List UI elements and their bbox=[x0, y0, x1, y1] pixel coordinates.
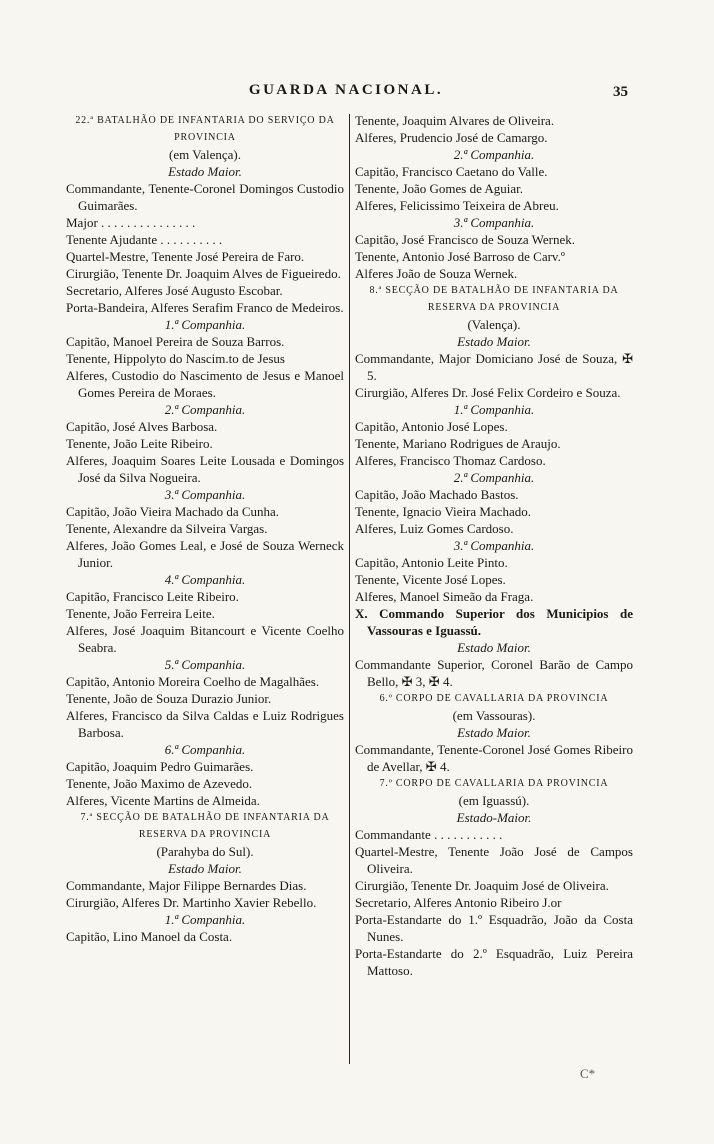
roster-entry: Tenente, Mariano Rodrigues de Araujo. bbox=[355, 436, 561, 451]
roster-entry: Tenente, Hippolyto do Nascim.to de Jesus bbox=[66, 351, 285, 366]
subsection-heading: 4.ª Companhia. bbox=[164, 572, 246, 587]
roster-entry: Alferes, João Gomes Leal, e José de Souza Werneck Junior. bbox=[66, 538, 344, 570]
subsection-heading: Estado Maior. bbox=[168, 861, 242, 876]
section-heading: 8.ª SECÇÃO DE BATALHÃO DE INFANTARIA DA RESERVA DA PROVINCIA bbox=[369, 285, 619, 313]
roster-entry: Tenente, João Gomes de Aguiar. bbox=[355, 181, 524, 196]
roster-entry: Capitão, Antonio José Lopes. bbox=[355, 419, 508, 434]
roster-entry: Cirurgião, Alferes Dr. José Felix Cordeiro e Souza. bbox=[355, 385, 621, 400]
subsection-heading: 5.ª Companhia. bbox=[164, 657, 246, 672]
subsection-heading: 3.ª Companhia. bbox=[453, 538, 535, 553]
roster-entry: Cirurgião, Tenente Dr. Joaquim Alves de Figueiredo. bbox=[66, 266, 341, 281]
roster-entry: Commandante Superior, Coronel Barão de Campo Bello, ✠ 3, ✠ 4. bbox=[355, 657, 633, 689]
location-subtitle: (Valença). bbox=[467, 317, 521, 332]
roster-entry: Tenente, Ignacio Vieira Machado. bbox=[355, 504, 532, 519]
column-divider bbox=[349, 114, 350, 1064]
roster-entry: Cirurgião, Tenente Dr. Joaquim José de Oliveira. bbox=[355, 878, 609, 893]
roster-entry: Commandante, Tenente-Coronel Domingos Custodio Guimarães. bbox=[66, 181, 344, 213]
roster-entry: Alferes, Joaquim Soares Leite Lousada e Domingos José da Silva Nogueira. bbox=[66, 453, 344, 485]
running-head: GUARDA NACIONAL. bbox=[248, 82, 444, 98]
subsection-heading: 1.ª Companhia. bbox=[453, 402, 535, 417]
subsection-heading: 2.ª Companhia. bbox=[453, 147, 535, 162]
left-column bbox=[66, 112, 344, 1080]
roster-entry: Capitão, Manoel Pereira de Souza Barros. bbox=[66, 334, 285, 349]
roster-entry: Capitão, Antonio Moreira Coelho de Magalhães. bbox=[66, 674, 320, 689]
subsection-heading: Estado Maior. bbox=[168, 164, 242, 179]
subsection-heading: 6.ª Companhia. bbox=[164, 742, 246, 757]
roster-entry: Capitão, Antonio Leite Pinto. bbox=[355, 555, 508, 570]
location-subtitle: (Parahyba do Sul). bbox=[156, 844, 254, 859]
roster-entry: Alferes, Francisco Thomaz Cardoso. bbox=[355, 453, 546, 468]
subsection-heading: Estado Maior. bbox=[457, 725, 531, 740]
subsection-heading: Estado Maior. bbox=[457, 334, 531, 349]
roster-entry: Tenente, Alexandre da Silveira Vargas. bbox=[66, 521, 268, 536]
roster-entry: Tenente Ajudante . . . . . . . . . . bbox=[66, 232, 223, 247]
roster-entry: Capitão, José Alves Barbosa. bbox=[66, 419, 218, 434]
signature-mark: C* bbox=[580, 1066, 596, 1081]
roster-entry: Porta-Estandarte do 2.º Esquadrão, Luiz Pereira Mattoso. bbox=[355, 946, 633, 978]
roster-entry: Alferes, Prudencio José de Camargo. bbox=[355, 130, 548, 145]
roster-entry: Alferes, Manoel Simeão da Fraga. bbox=[355, 589, 534, 604]
roster-entry: Tenente, Antonio José Barroso de Carv.º bbox=[355, 249, 565, 264]
roster-entry: Secretario, Alferes Antonio Ribeiro J.or bbox=[355, 895, 562, 910]
roster-entry: Alferes, Luiz Gomes Cardoso. bbox=[355, 521, 514, 536]
section-heading: 7.º CORPO DE CAVALLARIA DA PROVINCIA bbox=[379, 778, 609, 789]
roster-entry: Capitão, Lino Manoel da Costa. bbox=[66, 929, 233, 944]
roster-entry: Porta-Estandarte do 1.º Esquadrão, João da Costa Nunes. bbox=[355, 912, 633, 944]
roster-entry: Alferes, Felicissimo Teixeira de Abreu. bbox=[355, 198, 559, 213]
roster-entry: Capitão, João Vieira Machado da Cunha. bbox=[66, 504, 280, 519]
location-subtitle: (em Vassouras). bbox=[452, 708, 536, 723]
location-subtitle: (em Valença). bbox=[169, 147, 241, 162]
page-number: 35 bbox=[613, 84, 628, 100]
subsection-heading: 2.ª Companhia. bbox=[164, 402, 246, 417]
subsection-heading: 3.ª Companhia. bbox=[164, 487, 246, 502]
subsection-heading: 2.ª Companhia. bbox=[453, 470, 535, 485]
roster-entry: Commandante, Major Domiciano José de Souza, ✠ 5. bbox=[355, 351, 633, 383]
roster-entry: Capitão, Joaquim Pedro Guimarães. bbox=[66, 759, 254, 774]
subsection-heading: 3.ª Companhia. bbox=[453, 215, 535, 230]
section-heading: 22.ª BATALHÃO DE INFANTARIA DO SERVIÇO DA PROVINCIA bbox=[75, 115, 335, 143]
roster-entry: Capitão, João Machado Bastos. bbox=[355, 487, 519, 502]
subsection-heading: 1.ª Companhia. bbox=[164, 317, 246, 332]
roster-entry: Alferes, José Joaquim Bitancourt e Vicente Coelho Seabra. bbox=[66, 623, 344, 655]
roster-entry: Capitão, Francisco Caetano do Valle. bbox=[355, 164, 548, 179]
command-heading: X. Commando Superior dos Municipios de Vassouras e Iguassú. bbox=[355, 606, 633, 638]
roster-entry: Major . . . . . . . . . . . . . . . bbox=[66, 215, 196, 230]
roster-entry: Tenente, João Leite Ribeiro. bbox=[66, 436, 213, 451]
roster-entry: Tenente, João de Souza Durazio Junior. bbox=[66, 691, 272, 706]
roster-entry: Tenente, João Maximo de Azevedo. bbox=[66, 776, 253, 791]
roster-entry: Tenente, Joaquim Alvares de Oliveira. bbox=[355, 113, 555, 128]
roster-entry: Tenente, Vicente José Lopes. bbox=[355, 572, 506, 587]
section-heading: 7.ª SECÇÃO DE BATALHÃO DE INFANTARIA DA RESERVA DA PROVINCIA bbox=[80, 812, 330, 840]
roster-entry: Alferes, Custodio do Nascimento de Jesus e Manoel Gomes Pereira de Moraes. bbox=[66, 368, 344, 400]
roster-entry: Porta-Bandeira, Alferes Serafim Franco de Medeiros. bbox=[66, 300, 344, 315]
roster-entry: Commandante, Tenente-Coronel José Gomes Ribeiro de Avellar, ✠ 4. bbox=[355, 742, 633, 774]
roster-entry: Capitão, Francisco Leite Ribeiro. bbox=[66, 589, 239, 604]
roster-entry: Tenente, João Ferreira Leite. bbox=[66, 606, 215, 621]
location-subtitle: (em Iguassú). bbox=[458, 793, 530, 808]
section-heading: 6.º CORPO DE CAVALLARIA DA PROVINCIA bbox=[379, 693, 609, 704]
roster-entry: Quartel-Mestre, Tenente José Pereira de Faro. bbox=[66, 249, 305, 264]
roster-entry: Commandante, Major Filippe Bernardes Dias. bbox=[66, 878, 307, 893]
roster-entry: Alferes João de Souza Wernek. bbox=[355, 266, 518, 281]
roster-entry: Alferes, Francisco da Silva Caldas e Luiz Rodrigues Barbosa. bbox=[66, 708, 344, 740]
roster-entry: Cirurgião, Alferes Dr. Martinho Xavier Rebello. bbox=[66, 895, 317, 910]
roster-entry: Capitão, José Francisco de Souza Wernek. bbox=[355, 232, 576, 247]
roster-entry: Alferes, Vicente Martins de Almeida. bbox=[66, 793, 260, 808]
roster-entry: Quartel-Mestre, Tenente João José de Campos Oliveira. bbox=[355, 844, 633, 876]
subsection-heading: Estado-Maior. bbox=[456, 810, 532, 825]
roster-entry: Commandante . . . . . . . . . . . bbox=[355, 827, 503, 842]
roster-entry: Secretario, Alferes José Augusto Escobar. bbox=[66, 283, 283, 298]
right-column bbox=[355, 112, 633, 1080]
subsection-heading: Estado Maior. bbox=[457, 640, 531, 655]
subsection-heading: 1.ª Companhia. bbox=[164, 912, 246, 927]
